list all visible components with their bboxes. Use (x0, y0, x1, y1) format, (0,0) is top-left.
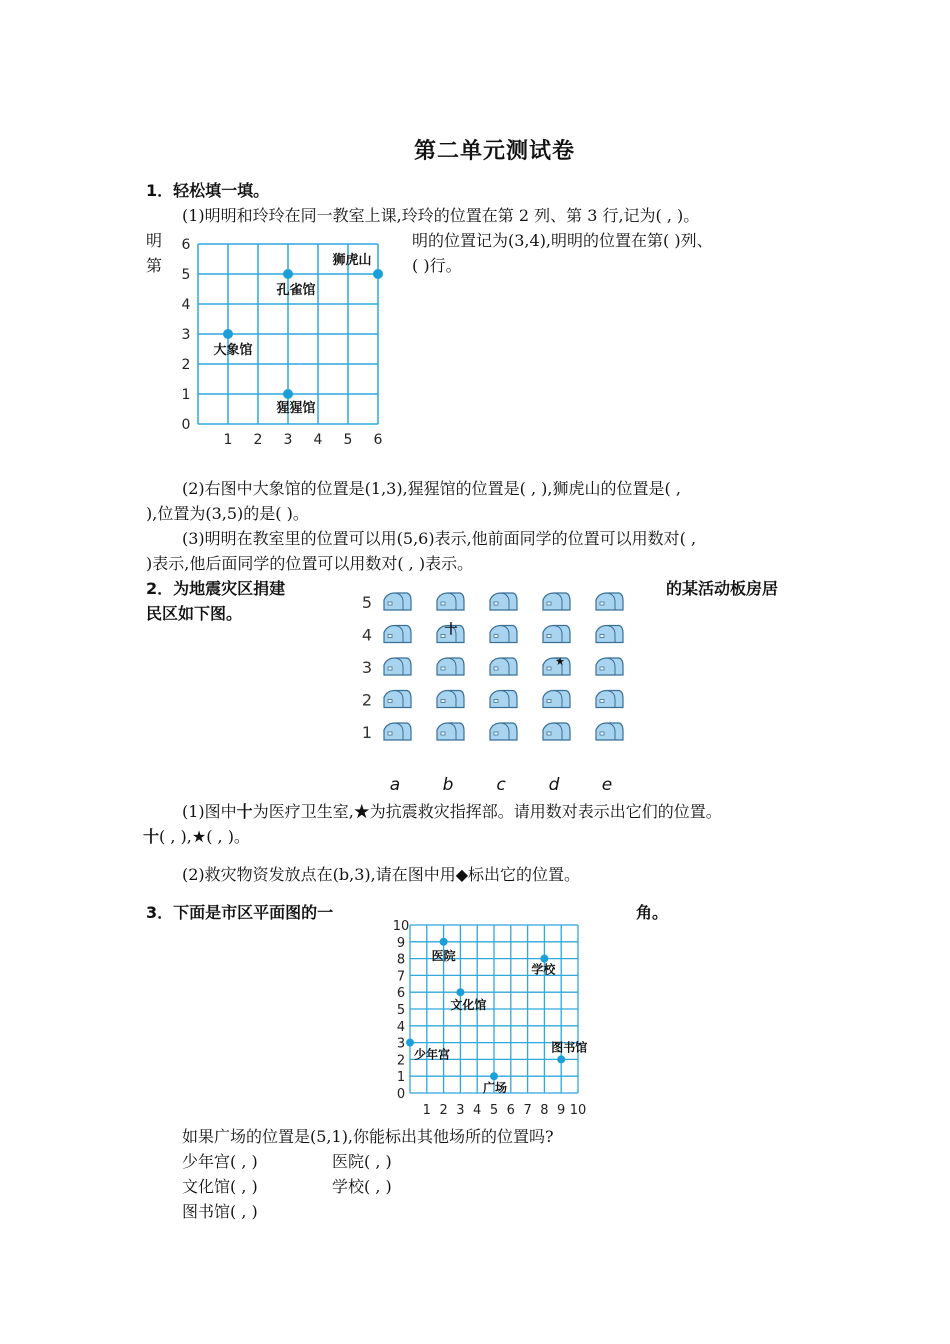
place-label: 少年宫 (413, 1047, 451, 1062)
house-body (384, 723, 411, 740)
q3-answer-shaoniangong: 少年宫( , ) (182, 1152, 258, 1171)
house-icon (490, 626, 517, 643)
house-window (547, 700, 551, 703)
q2-p1-prefix: (1)图中 (182, 802, 237, 821)
place-label: 孔雀馆 (276, 283, 316, 298)
house-icon (596, 691, 623, 708)
house-body (596, 626, 623, 643)
house-window (547, 667, 551, 670)
row-label: 5 (361, 593, 373, 612)
place-label: 医院 (431, 948, 456, 963)
q3-answer-wenhuaguan: 文化馆( , ) (182, 1177, 258, 1196)
house-body (384, 593, 411, 610)
house-body (596, 658, 623, 675)
x-tick-label: 1 (422, 1103, 431, 1118)
y-tick-label: 4 (181, 297, 191, 313)
y-tick-label: 3 (181, 327, 191, 343)
row-label: 1 (361, 723, 373, 742)
house-body (490, 691, 517, 708)
place-label: 图书馆 (551, 1040, 588, 1055)
y-tick-label: 5 (396, 1003, 406, 1018)
q3-answer-xuexiao: 学校( , ) (332, 1177, 392, 1196)
house-body (384, 626, 411, 643)
city-map (390, 916, 605, 1121)
place-marker (490, 1072, 498, 1080)
page-title: 第二单元测试卷 (414, 138, 576, 164)
house-icon (384, 626, 411, 643)
y-tick-label: 3 (396, 1036, 406, 1052)
q1-p3-a: (3)明明在教室里的位置可以用(5,6)表示,他前面同学的位置可以用数对( , (182, 529, 697, 548)
house-icon (543, 593, 570, 610)
x-tick-label: 2 (439, 1103, 448, 1118)
house-body (490, 593, 517, 610)
place-label: 学校 (531, 962, 556, 977)
q3-answer-tushuguan: 图书馆( , ) (182, 1202, 258, 1221)
x-tick-label: 1 (223, 432, 233, 448)
house-body (384, 691, 411, 708)
house-icon (596, 593, 623, 610)
y-tick-label: 10 (392, 919, 410, 934)
house-window (600, 667, 604, 670)
house-window (600, 700, 604, 703)
house-icon (490, 658, 517, 675)
cross-symbol-2: 十 (143, 827, 160, 846)
zoo-map (170, 232, 420, 454)
q2-p1-rest: 为医疗卫生室,★为抗震救灾指挥部。请用数对表示出它们的位置。 (252, 802, 722, 821)
place-marker (557, 1055, 565, 1063)
house-body (543, 723, 570, 740)
q3-heading-b: 角。 (636, 903, 669, 922)
place-label: 大象馆 (213, 343, 253, 358)
cross-symbol: 十 (236, 802, 253, 821)
house-body (437, 593, 464, 610)
house-window (441, 700, 445, 703)
y-tick-label: 0 (396, 1087, 406, 1102)
row-label: 2 (361, 690, 373, 710)
house-icon (384, 723, 411, 740)
house-window (600, 732, 604, 735)
y-tick-label: 1 (396, 1070, 406, 1086)
house-body (384, 658, 411, 675)
house-icon (543, 655, 570, 675)
house-window (388, 635, 392, 638)
place-marker (440, 938, 448, 946)
house-window (547, 635, 551, 638)
row-label: 3 (361, 658, 373, 677)
x-tick-label: 7 (523, 1103, 532, 1118)
x-tick-label: 4 (313, 432, 323, 448)
house-window (494, 602, 498, 605)
house-window (388, 732, 392, 735)
house-grid (340, 585, 640, 800)
house-icon (543, 723, 570, 740)
house-icon (490, 691, 517, 708)
y-tick-label: 9 (396, 935, 406, 951)
house-body (596, 691, 623, 708)
q1-p2-a: (2)右图中大象馆的位置是(1,3),猩猩馆的位置是( , ),狮虎山的位置是( , (182, 479, 681, 498)
house-icon (543, 691, 570, 708)
house-body (543, 626, 570, 643)
house-window (494, 732, 498, 735)
y-tick-label: 8 (396, 952, 406, 968)
house-icon (437, 658, 464, 675)
house-window (494, 667, 498, 670)
place-label: 猩猩馆 (276, 401, 316, 416)
place-marker (456, 988, 464, 996)
y-tick-label: 5 (181, 267, 191, 283)
q1-p3-b: )表示,他后面同学的位置可以用数对( , )表示。 (146, 554, 474, 573)
house-window (600, 602, 604, 605)
q2-heading-c: 民区如下图。 (146, 604, 243, 623)
row-label: 4 (361, 625, 373, 645)
house-icon (596, 658, 623, 675)
place-marker (406, 1039, 414, 1047)
house-window (441, 602, 445, 605)
col-label: a (389, 775, 401, 795)
house-window (441, 732, 445, 735)
col-label: c (496, 775, 506, 795)
q1-p2-b: ),位置为(3,5)的是( )。 (146, 504, 309, 523)
house-window (388, 602, 392, 605)
y-tick-label: 6 (181, 237, 191, 253)
x-tick-label: 8 (540, 1103, 549, 1118)
place-label: 狮虎山 (332, 253, 372, 268)
house-body (490, 723, 517, 740)
y-tick-label: 2 (181, 357, 191, 373)
house-window (494, 635, 498, 638)
y-tick-label: 7 (396, 969, 406, 985)
x-tick-label: 3 (456, 1103, 465, 1118)
place-marker (283, 269, 293, 279)
house-window (600, 635, 604, 638)
house-icon (543, 626, 570, 643)
house-window (494, 700, 498, 703)
col-label: e (601, 775, 613, 795)
house-body (490, 658, 517, 675)
house-body (490, 626, 517, 643)
house-icon (437, 593, 464, 610)
house-body (437, 691, 464, 708)
x-tick-label: 4 (473, 1103, 482, 1118)
house-icon (384, 658, 411, 675)
x-tick-label: 2 (253, 432, 263, 448)
x-tick-label: 5 (489, 1103, 499, 1118)
house-window (388, 700, 392, 703)
x-tick-label: 3 (283, 432, 293, 448)
house-icon (437, 622, 464, 643)
house-window (441, 667, 445, 670)
house-icon (437, 691, 464, 708)
y-tick-label: 0 (181, 417, 191, 433)
cross-marker: 十 (444, 622, 458, 638)
q1-p1: (1)明明和玲玲在同一教室上课,玲玲的位置在第 2 列、第 3 行,记为( , )。 (182, 206, 700, 225)
house-body (596, 723, 623, 740)
q3-heading-a: 3．下面是市区平面图的一 (146, 903, 334, 922)
x-tick-label: 5 (343, 432, 353, 448)
col-label: d (548, 775, 560, 795)
y-tick-label: 2 (396, 1053, 406, 1069)
place-marker (540, 955, 548, 963)
x-tick-label: 6 (373, 432, 383, 448)
house-icon (596, 626, 623, 643)
house-body (543, 593, 570, 610)
house-icon (596, 723, 623, 740)
place-marker (283, 389, 293, 399)
q1-p1-ming: 明 (146, 231, 163, 250)
place-marker (223, 329, 233, 339)
q1-p1-cont2: ( )行。 (412, 256, 462, 275)
house-body (596, 593, 623, 610)
q2-p1-line2 (143, 824, 250, 847)
x-tick-label: 9 (557, 1103, 566, 1118)
house-body (437, 723, 464, 740)
y-tick-label: 4 (396, 1019, 406, 1035)
y-tick-label: 6 (396, 986, 406, 1002)
place-label: 文化馆 (450, 998, 487, 1013)
y-tick-label: 1 (181, 387, 191, 403)
x-tick-label: 10 (569, 1103, 587, 1118)
house-icon (490, 723, 517, 740)
house-icon (384, 593, 411, 610)
house-icon (384, 691, 411, 708)
house-window (547, 732, 551, 735)
q2-heading-b: 的某活动板房居 (666, 579, 779, 598)
q1-p1-di: 第 (146, 256, 163, 275)
q1-heading: 1．轻松填一填。 (146, 181, 270, 200)
q2-heading-a: 2．为地震灾区捐建 (146, 579, 286, 598)
star-marker: ★ (555, 655, 565, 668)
q1-p1-cont: 明的位置记为(3,4),明明的位置在第( )列、 (412, 231, 713, 250)
house-body (543, 691, 570, 708)
house-window (388, 667, 392, 670)
q2-p1-a (182, 799, 722, 822)
place-marker (373, 269, 383, 279)
house-window (547, 602, 551, 605)
q2-p1-answers: ( , ),★( , )。 (159, 827, 250, 846)
col-label: b (442, 775, 454, 795)
q3-question: 如果广场的位置是(5,1),你能标出其他场所的位置吗? (182, 1127, 554, 1146)
place-label: 广场 (482, 1081, 508, 1096)
house-icon (437, 723, 464, 740)
q3-answer-yiyuan: 医院( , ) (332, 1152, 392, 1171)
x-tick-label: 6 (506, 1103, 515, 1118)
q2-p2: (2)救灾物资发放点在(b,3),请在图中用◆标出它的位置。 (182, 865, 581, 884)
house-icon (490, 593, 517, 610)
house-body (437, 658, 464, 675)
